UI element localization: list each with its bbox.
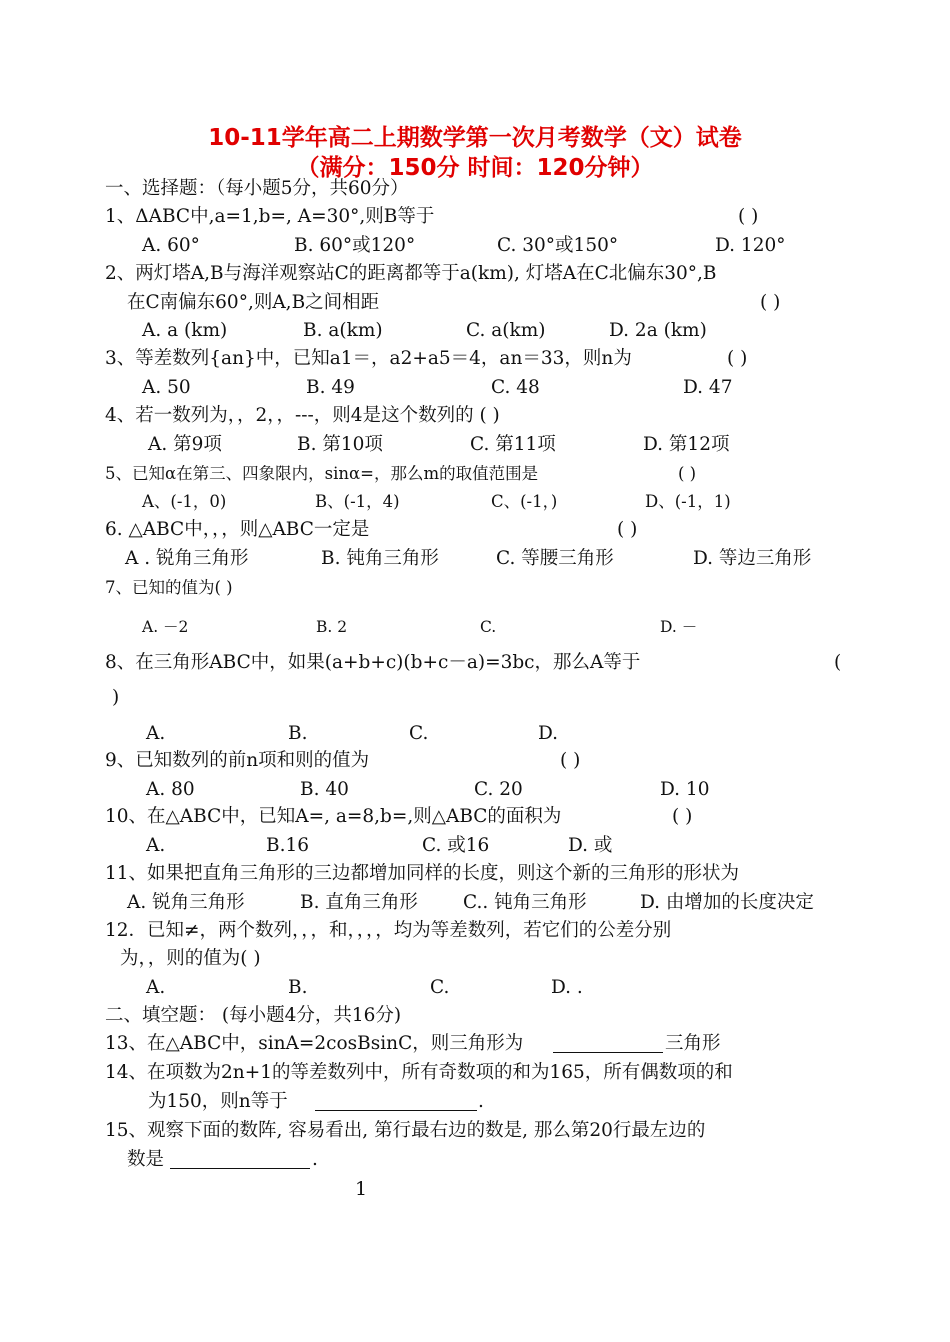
question-9-text: 9、已知数列的前n项和则的值为 bbox=[105, 750, 370, 771]
question-6-option-c: C. 等腰三角形 bbox=[496, 548, 614, 569]
question-6-option-b: B. 钝角三角形 bbox=[321, 548, 439, 569]
question-2-option-c: C. a(km) bbox=[466, 320, 546, 341]
question-2-option-d: D. 2a (km) bbox=[609, 320, 707, 341]
question-12-text-line1: 12．已知≠，两个数列，，，和，，，，均为等差数列，若它们的公差分别 bbox=[105, 920, 672, 941]
question-1-option-c: C. 30°或150° bbox=[497, 235, 619, 256]
question-6-text: 6. △ABC中，，，则△ABC一定是 bbox=[105, 519, 370, 540]
question-8-option-c: C. bbox=[409, 723, 429, 744]
question-10-option-a: A. bbox=[146, 835, 166, 856]
question-8-option-b: B. bbox=[288, 723, 308, 744]
question-7-text: 7、已知的值为( ) bbox=[105, 578, 233, 597]
question-8-option-a: A. bbox=[146, 723, 166, 744]
question-9-option-b: B. 40 bbox=[300, 779, 349, 800]
question-8-option-d: D. bbox=[538, 723, 559, 744]
question-7-option-d: D. － bbox=[660, 618, 698, 636]
question-4-option-b: B. 第10项 bbox=[297, 434, 383, 455]
question-12-option-b: B. bbox=[288, 977, 308, 998]
question-2-option-b: B. a(km) bbox=[303, 320, 383, 341]
exam-title: 10-11学年高二上期数学第一次月考数学（文）试卷 bbox=[208, 125, 742, 151]
question-3-option-b: B. 49 bbox=[306, 377, 355, 398]
question-1-option-d: D. 120° bbox=[715, 235, 786, 256]
section-heading-choice: 一、选择题：（每小题5分，共60分） bbox=[105, 178, 409, 199]
question-15-text-line1: 15、观察下面的数阵, 容易看出, 第行最右边的数是, 那么第20行最左边的 bbox=[105, 1120, 706, 1141]
question-4-text: 4、若一数列为，，2，，---，则4是这个数列的 ( ) bbox=[105, 405, 500, 426]
question-4-option-c: C. 第11项 bbox=[470, 434, 556, 455]
exam-subtitle: （满分：150分 时间：120分钟） bbox=[296, 155, 654, 181]
question-12-option-a: A. bbox=[146, 977, 166, 998]
question-14-text-line1: 14、在项数为2n+1的等差数列中，所有奇数项的和为165，所有偶数项的和 bbox=[105, 1062, 733, 1083]
question-5-text: 5、已知α在第三、四象限内，sinα=，那么m的取值范围是 bbox=[105, 464, 539, 483]
question-14-suffix: . bbox=[478, 1091, 484, 1112]
question-14-answer-blank[interactable] bbox=[315, 1092, 477, 1111]
question-12-option-d: D. . bbox=[551, 977, 583, 998]
question-11-option-b: B. 直角三角形 bbox=[300, 892, 418, 913]
question-12-option-c: C. bbox=[430, 977, 450, 998]
question-2-text-line2: 在C南偏东60°,则A,B之间相距 bbox=[127, 292, 380, 313]
question-1-answer-paren: ( ) bbox=[738, 206, 759, 227]
question-13-suffix: 三角形 bbox=[665, 1033, 721, 1054]
question-8-paren-close: ) bbox=[112, 687, 120, 708]
question-1-option-a: A. 60° bbox=[142, 235, 200, 256]
question-5-option-d: D、(-1，1) bbox=[645, 492, 731, 511]
question-3-answer-paren: ( ) bbox=[727, 348, 748, 369]
question-10-text: 10、在△ABC中，已知A=, a=8,b=,则△ABC的面积为 bbox=[105, 806, 562, 827]
question-1-option-b: B. 60°或120° bbox=[294, 235, 416, 256]
question-7-option-b: B. 2 bbox=[316, 618, 348, 636]
question-6-answer-paren: ( ) bbox=[617, 519, 638, 540]
question-2-option-a: A. a (km) bbox=[142, 320, 228, 341]
question-7-option-c: C. bbox=[480, 618, 497, 636]
question-5-option-a: A、(-1，0) bbox=[142, 492, 227, 511]
question-12-text-line2: 为，，则的值为( ) bbox=[120, 948, 261, 969]
question-14-text-line2: 为150，则n等于 bbox=[148, 1091, 288, 1112]
question-13-text: 13、在△ABC中，sinA=2cosBsinC，则三角形为 bbox=[105, 1033, 524, 1054]
question-3-option-d: D. 47 bbox=[683, 377, 733, 398]
question-11-text: 11、如果把直角三角形的三边都增加同样的长度，则这个新的三角形的形状为 bbox=[105, 863, 740, 884]
question-6-option-a: A . 锐角三角形 bbox=[125, 548, 249, 569]
question-10-option-d: D. 或 bbox=[568, 835, 613, 856]
question-3-text: 3、等差数列{an}中，已知a1＝，a2+a5＝4，an＝33，则n为 bbox=[105, 348, 632, 369]
question-10-option-b: B.16 bbox=[266, 835, 310, 856]
question-13-answer-blank[interactable] bbox=[553, 1034, 663, 1053]
question-15-text-line2: 数是 bbox=[127, 1149, 165, 1170]
question-5-option-c: C、(-1，) bbox=[491, 492, 558, 511]
question-15-suffix: . bbox=[312, 1149, 318, 1170]
question-6-option-d: D. 等边三角形 bbox=[693, 548, 812, 569]
question-11-option-c: C.. 钝角三角形 bbox=[463, 892, 587, 913]
question-5-answer-paren: ( ) bbox=[678, 464, 697, 483]
question-9-option-a: A. 80 bbox=[146, 779, 195, 800]
question-4-option-a: A. 第9项 bbox=[148, 434, 222, 455]
question-9-option-d: D. 10 bbox=[660, 779, 710, 800]
question-9-option-c: C. 20 bbox=[474, 779, 523, 800]
section-heading-fill: 二、填空题： (每小题4分，共16分) bbox=[105, 1005, 402, 1026]
page-number: 1 bbox=[355, 1178, 368, 1200]
question-5-option-b: B、(-1，4) bbox=[315, 492, 400, 511]
question-11-option-a: A. 锐角三角形 bbox=[127, 892, 245, 913]
question-3-option-a: A. 50 bbox=[142, 377, 191, 398]
question-3-option-c: C. 48 bbox=[491, 377, 540, 398]
question-4-option-d: D. 第12项 bbox=[643, 434, 730, 455]
question-10-option-c: C. 或16 bbox=[422, 835, 490, 856]
question-11-option-d: D. 由增加的长度决定 bbox=[640, 892, 814, 913]
question-1-text: 1、ΔABC中,a=1,b=, A=30°,则B等于 bbox=[105, 206, 435, 227]
question-10-answer-paren: ( ) bbox=[672, 806, 693, 827]
question-8-text: 8、在三角形ABC中，如果(a+b+c)(b+c－a)=3bc，那么A等于 bbox=[105, 652, 641, 673]
question-15-answer-blank[interactable] bbox=[170, 1150, 310, 1169]
question-2-text-line1: 2、两灯塔A,B与海洋观察站C的距离都等于a(km), 灯塔A在C北偏东30°,B bbox=[105, 263, 717, 284]
question-8-paren-open: ( bbox=[834, 652, 842, 673]
question-9-answer-paren: ( ) bbox=[560, 750, 581, 771]
question-7-option-a: A. －2 bbox=[142, 618, 189, 636]
question-2-answer-paren: ( ) bbox=[760, 292, 781, 313]
